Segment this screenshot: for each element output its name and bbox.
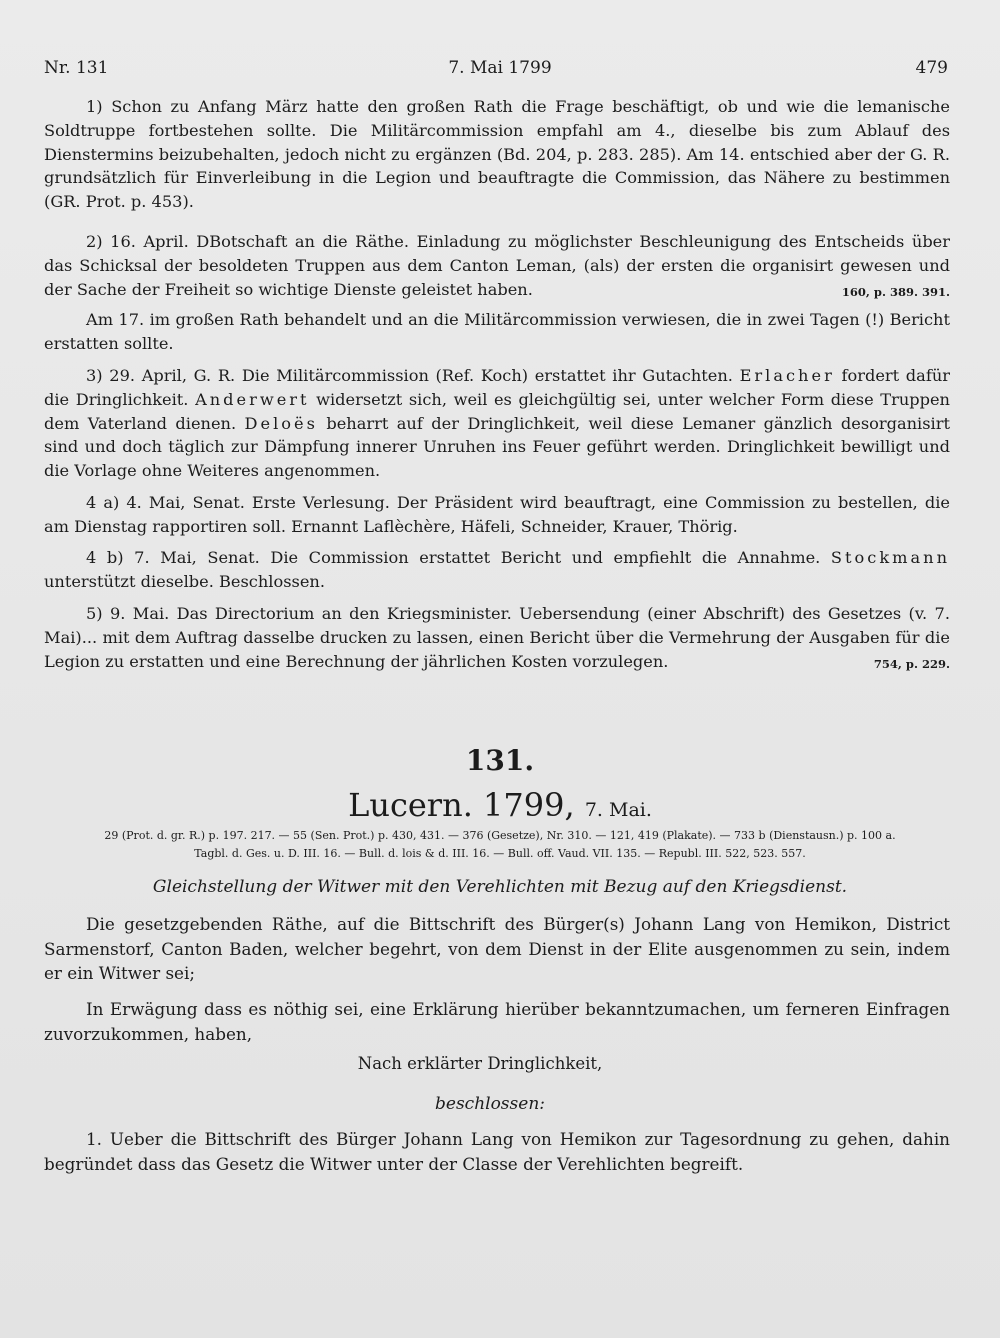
- person-anderwert: Anderwert: [195, 389, 310, 409]
- footnote-5-ref: 754, p. 229.: [873, 656, 950, 671]
- footnote-4b-text-a: 4 b) 7. Mai, Senat. Die Commission erstattet Bericht und empfiehlt die Annahme.: [86, 548, 821, 567]
- paragraph-3: Nach erklärter Dringlichkeit,: [357, 1054, 603, 1073]
- page-number: 479: [915, 58, 948, 78]
- footnote-1: 1) Schon zu Anfang März hatte den großen Rath die Frage beschäftigt, ob und wie die lemanische Soldtruppe fortbestehen sollte. Die Militärcommission empfahl am 4., dieselbe bis zum Ablauf des Dienstermins beizubehalten, jedoch nicht zu ergänzen (Bd. 204, p. 283. 285). Am 14. entschied aber der G. R. grundsätzlich für Einverleibung in die Legion und beauftragte die Commission, das Nähere zu bestimmen (GR. Prot. p. 453).: [44, 97, 950, 212]
- footnote-4a: 4 a) 4. Mai, Senat. Erste Verlesung. Der Präsident wird beauftragt, eine Commission zu bestellen, die am Dienstag rapportiren soll. Ernannt Laflèchère, Häfeli, Schneider, Krauer, Thörig.: [44, 493, 950, 536]
- header-date: 7. Mai 1799: [448, 58, 552, 78]
- paragraph-4: beschlossen:: [435, 1094, 545, 1114]
- person-erlacher: Erlacher: [739, 366, 835, 385]
- footnote-2-text: 2) 16. April. DBotschaft an die Räthe. Einladung zu möglichster Beschleunigung des Entscheids über das Schicksal der besoldeten Truppen aus dem Canton Leman, (als) der ersten die organisirt gewesen und der Sache der Freiheit so wichtige Dienste geleistet haben.: [44, 232, 950, 299]
- footnote-3-text-d: beharrt auf der Dringlichkeit, weil diese Lemaner gänzlich desorganisirt sind und doch täglich zur Dämpfung innerer Unruhen ins Feuer geführt werden. Dringlichkeit bewilligt und die Vorlage ohne Weiteres angenommen.: [44, 413, 950, 481]
- sources-line-1: 29 (Prot. d. gr. R.) p. 197. 217. — 55 (Sen. Prot.) p. 430, 431. — 376 (Gesetze), Nr. 310. — 121, 419 (Plakate). — 733 b (Dienstausn.) p. 100 a.: [104, 829, 896, 842]
- entry-place: Lucern.: [348, 786, 473, 824]
- footnote-4b-text-b: unterstützt dieselbe. Beschlossen.: [44, 571, 325, 591]
- entry-title: Gleichstellung der Witwer mit den Verehlichten mit Bezug auf den Kriegsdienst.: [152, 877, 848, 897]
- footnote-4b: [44, 546, 950, 594]
- paragraph-5: 1. Ueber die Bittschrift des Bürger Johann Lang von Hemikon zur Tagesordnung zu gehen, dahin begründet dass das Gesetz die Witwer unter der Classe der Verehlichten begreift.: [44, 1129, 950, 1174]
- entry-heading: [0, 786, 1000, 824]
- footnote-3-text-b: fordert dafür die Dringlichkeit.: [44, 366, 950, 409]
- person-deloes: Deloës: [244, 413, 318, 433]
- sources-line-2: Tagbl. d. Ges. u. D. III. 16. — Bull. d. lois & d. III. 16. — Bull. off. Vaud. VII. 135. — Republ. III. 522, 523. 557.: [194, 847, 806, 860]
- footnote-2b: Am 17. im großen Rath behandelt und an die Militärcommission verwiesen, die in zwei Tagen (!) Bericht erstatten sollte.: [44, 310, 950, 353]
- paragraph-2: In Erwägung dass es nöthig sei, eine Erklärung hierüber bekanntzumachen, um ferneren Einfragen zuvorzukommen, haben,: [44, 999, 950, 1044]
- paragraph-1: Die gesetzgebenden Räthe, auf die Bittschrift des Bürger(s) Johann Lang von Hemikon, District Sarmenstorf, Canton Baden, welcher begehrt, von dem Dienst in der Elite ausgenommen zu sein, indem er ein Witwer sei;: [44, 914, 950, 983]
- footnote-3-text-a: 3) 29. April, G. R. Die Militärcommission (Ref. Koch) erstattet ihr Gutachten.: [86, 366, 733, 385]
- footnote-2: [44, 230, 950, 304]
- person-stockmann: Stockmann: [830, 548, 950, 567]
- entry-number: 131.: [465, 744, 535, 777]
- entry-year: 1799,: [483, 786, 575, 824]
- footnote-5: [44, 602, 950, 676]
- footnote-2-ref: 160, p. 389. 391.: [841, 284, 950, 299]
- footnote-5-text: 5) 9. Mai. Das Directorium an den Kriegsminister. Uebersendung (einer Abschrift) des Gesetzes (v. 7. Mai)... mit dem Auftrag dasselbe drucken zu lassen, einen Bericht über die Vermehrung der Ausgaben für die Legion zu erstatten und eine Berechnung der jährlichen Kosten vorzulegen.: [44, 604, 950, 671]
- footnote-3-text-c: widersetzt sich, weil es gleichgültig sei, unter welcher Form diese Truppen dem Vaterland dienen.: [44, 389, 950, 433]
- header-number: Nr. 131: [44, 58, 109, 78]
- footnote-3: [44, 364, 950, 483]
- entry-date: 7. Mai.: [584, 799, 652, 821]
